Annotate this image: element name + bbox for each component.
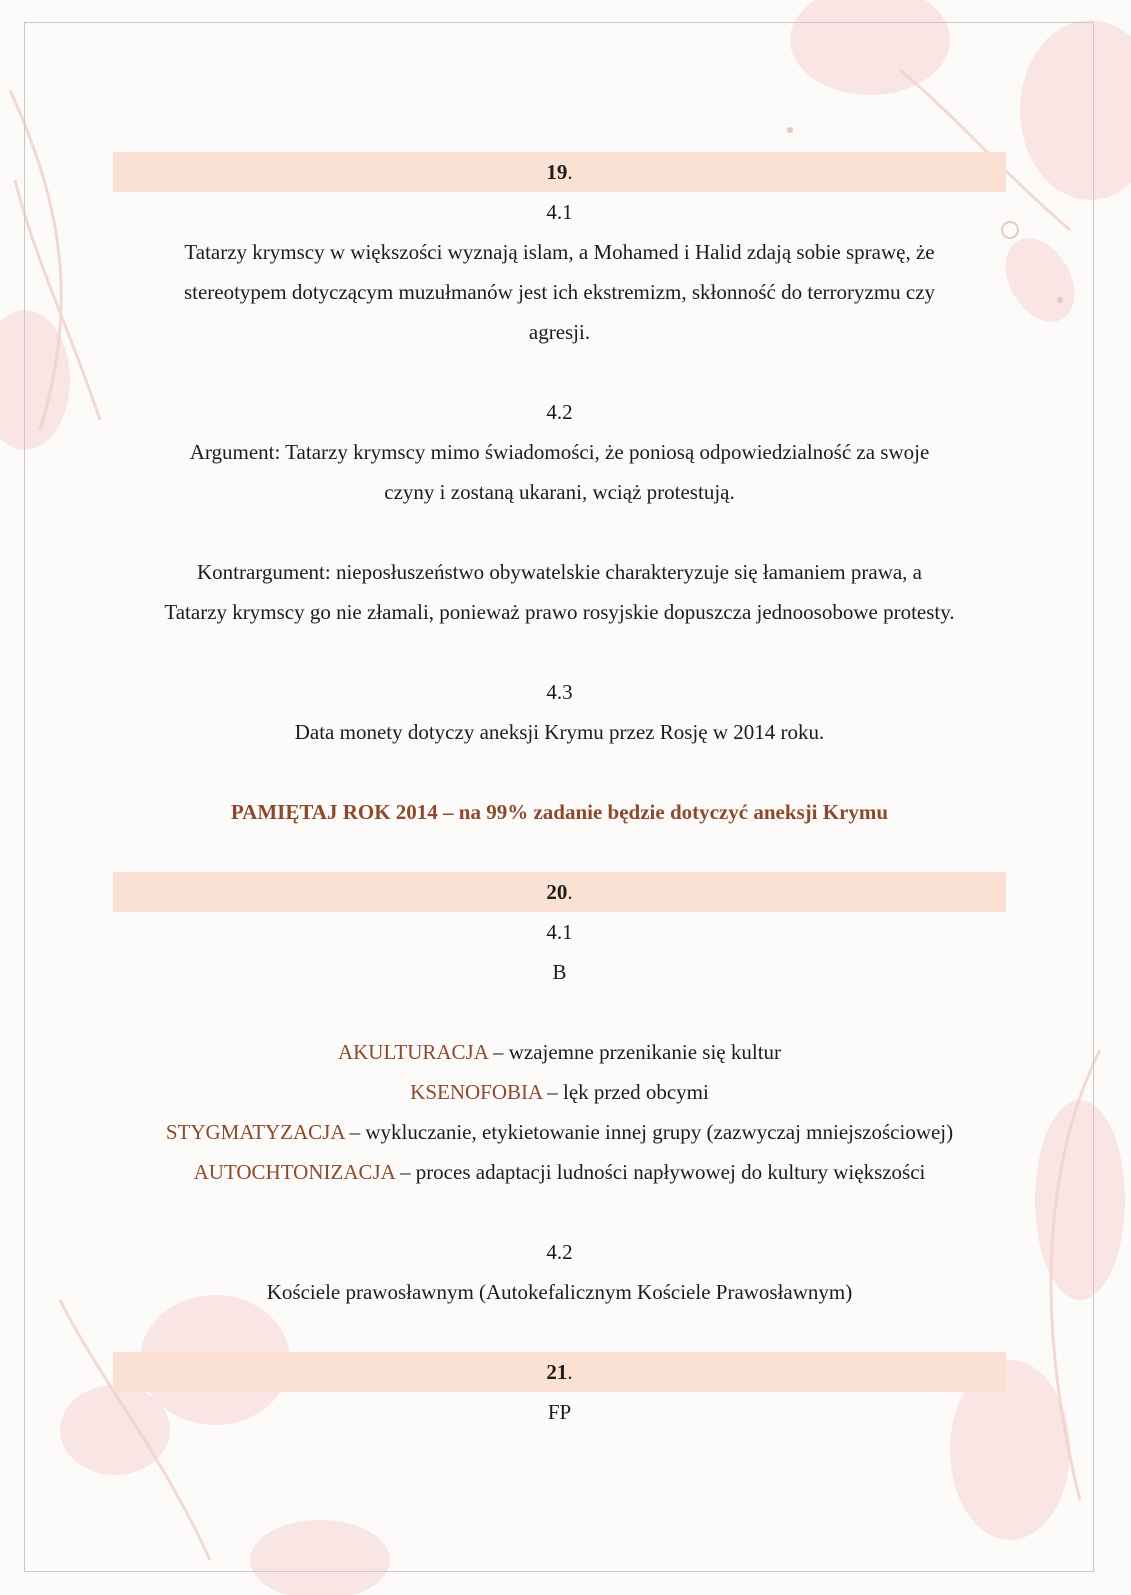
counterargument-text: Tatarzy krymscy go nie złamali, ponieważ prawo rosyjskie dopuszcza jednoosobowe protesty. <box>164 600 955 624</box>
question-label: 4.2 <box>546 400 573 424</box>
section-number-dot: . <box>567 1360 573 1384</box>
term-definition <box>113 1112 1006 1152</box>
term-description: – proces adaptacji ludności napływowej do kultury większości <box>394 1160 926 1184</box>
term-definition <box>113 1072 1006 1112</box>
section-number: 19 <box>546 160 568 184</box>
term-description: – wzajemne przenikanie się kultur <box>487 1040 782 1064</box>
term-name: KSENOFOBIA <box>410 1080 543 1104</box>
document-content <box>113 152 1006 1432</box>
term-name: STYGMATYZACJA <box>165 1120 345 1144</box>
section-number-dot: . <box>567 880 573 904</box>
term-name: AKULTURACJA <box>337 1040 488 1064</box>
section-header-19 <box>113 152 1006 192</box>
section-header-21 <box>113 1352 1006 1392</box>
argument-text: Argument: Tatarzy krymscy mimo świadomości, że poniosą odpowiedzialność za swoje <box>189 440 930 464</box>
term-description: – lęk przed obcymi <box>542 1080 709 1104</box>
term-definition <box>113 1152 1006 1192</box>
section-number: 20 <box>546 880 568 904</box>
question-label: 4.1 <box>546 200 573 224</box>
reminder-note: PAMIĘTAJ ROK 2014 – na 99% zadanie będzie dotyczyć aneksji Krymu <box>230 800 889 824</box>
answer-text: B <box>552 960 567 984</box>
answer-text: stereotypem dotyczącym muzułmanów jest ich ekstremizm, skłonność do terroryzmu czy <box>183 280 936 304</box>
question-label: 4.1 <box>546 920 573 944</box>
answer-text: agresji. <box>528 320 591 344</box>
counterargument-text: Kontrargument: nieposłuszeństwo obywatelskie charakteryzuje się łamaniem prawa, a <box>196 560 923 584</box>
term-name: AUTOCHTONIZACJA <box>193 1160 395 1184</box>
question-label: 4.2 <box>546 1240 573 1264</box>
answer-text: Tatarzy krymscy w większości wyznają islam, a Mohamed i Halid zdają sobie sprawę, że <box>184 240 935 264</box>
answer-text: Data monety dotyczy aneksji Krymu przez Rosję w 2014 roku. <box>294 720 825 744</box>
answer-text: FP <box>547 1400 572 1424</box>
term-definition <box>113 1032 1006 1072</box>
section-header-20 <box>113 872 1006 912</box>
section-number: 21 <box>546 1360 568 1384</box>
answer-text: Kościele prawosławnym (Autokefalicznym Kościele Prawosławnym) <box>266 1280 853 1304</box>
section-number-dot: . <box>567 160 573 184</box>
term-description: – wykluczanie, etykietowanie innej grupy (zazwyczaj mniejszościowej) <box>344 1120 954 1144</box>
argument-text: czyny i zostaną ukarani, wciąż protestują. <box>384 480 735 504</box>
question-label: 4.3 <box>546 680 573 704</box>
